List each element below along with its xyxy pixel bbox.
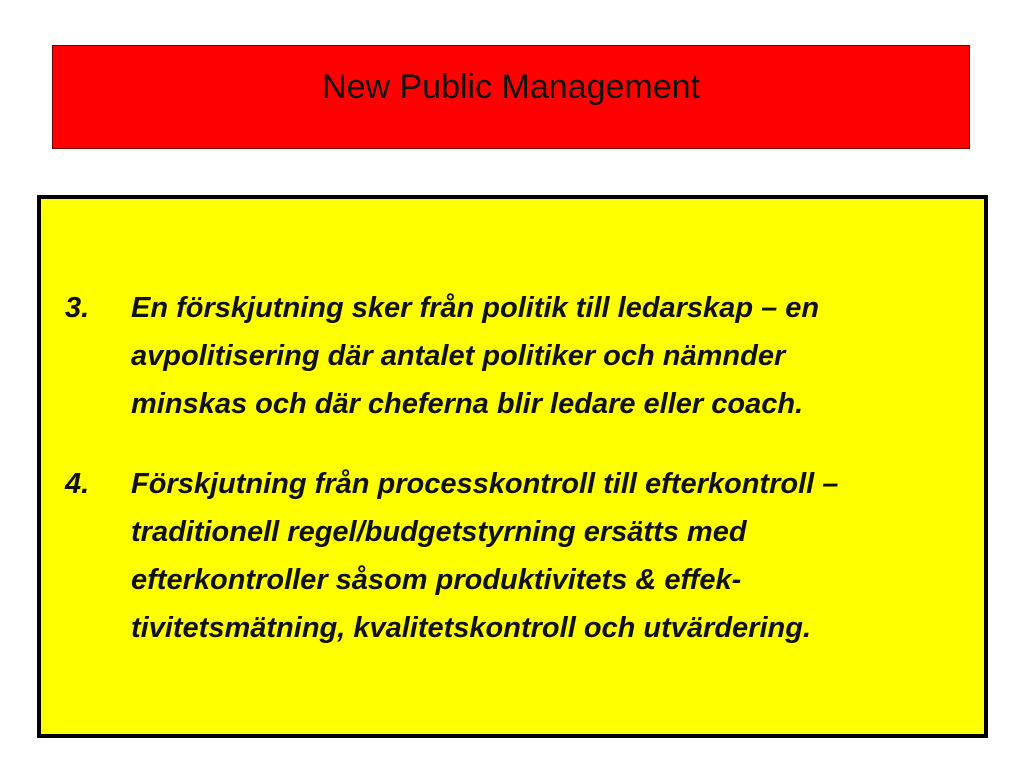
slide-content-box [37,195,988,738]
slide-title: New Public Management [322,67,700,106]
list-item [41,460,984,652]
list-item-text: Förskjutning från processkontroll till efterkontroll – traditionell regel/budgetstyrning ersätts med efterkontroller såsom produktivitets & effek- tivitetsmätning, kvalitetskontroll och utvärdering. [131,468,839,644]
list-item-number: 4. [65,468,90,500]
slide-title-box [52,45,970,149]
list-item-text: En förskjutning sker från politik till ledarskap – en avpolitisering där antalet politiker och nämnder minskas och där cheferna blir ledare eller coach. [131,292,820,420]
list-item [41,284,984,428]
list-item-number: 3. [65,292,90,324]
numbered-list [41,284,984,684]
